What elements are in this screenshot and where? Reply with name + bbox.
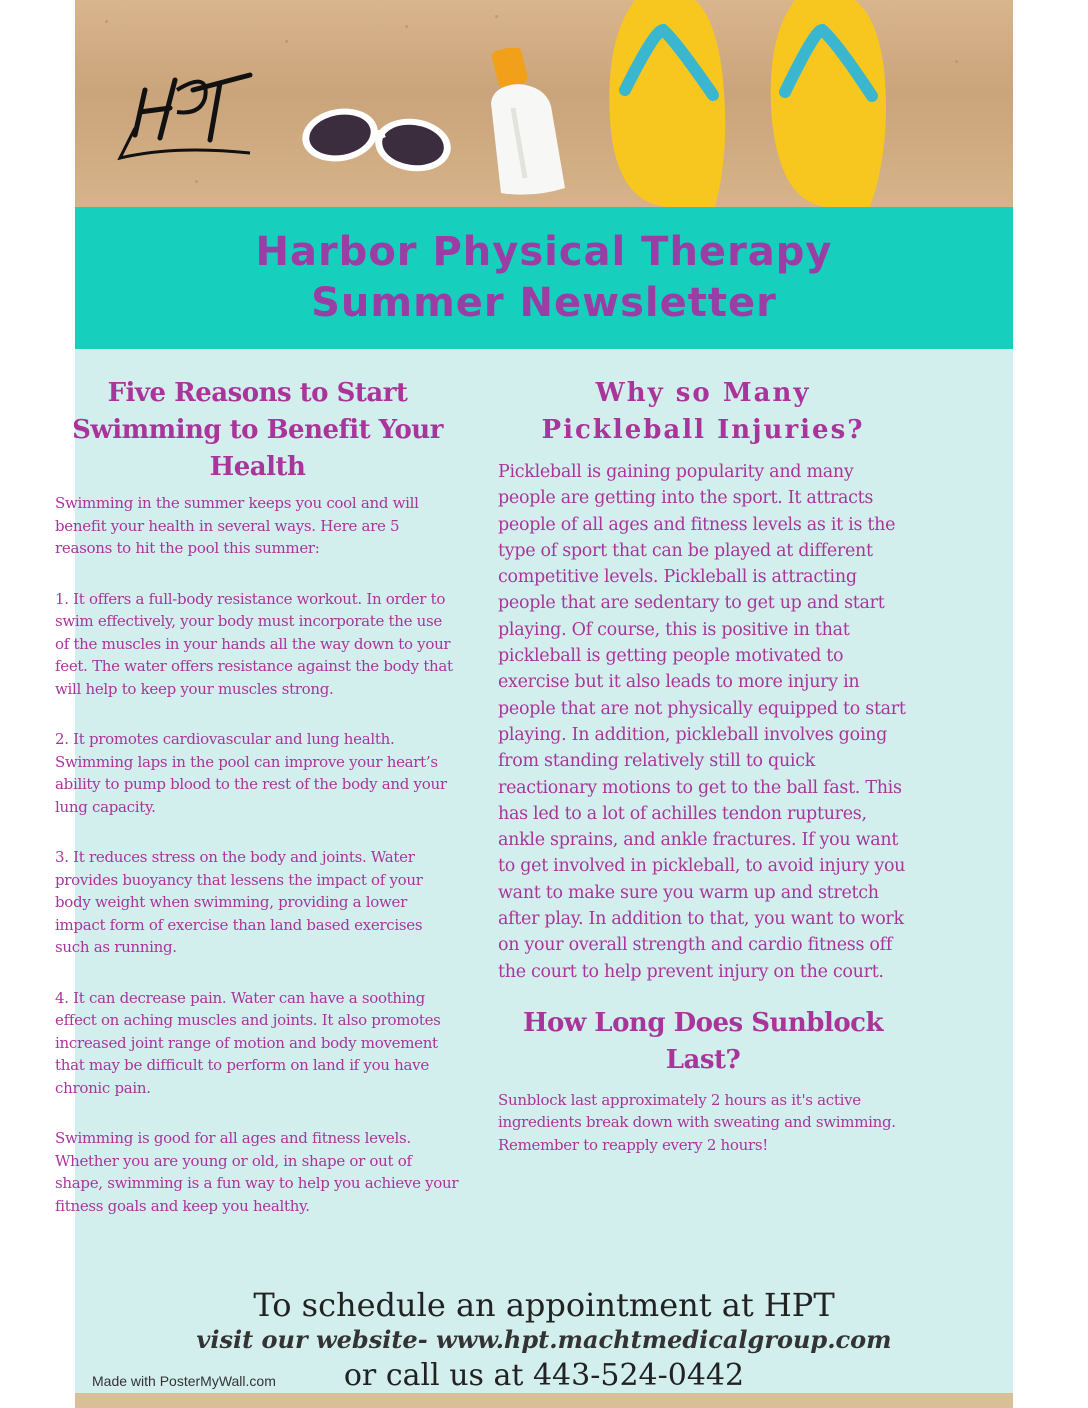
swimming-intro: Swimming in the summer keeps you cool and will benefit your health in several ways. Here are 5 reasons to hit the pool this summer:	[55, 494, 419, 557]
newsletter-title-line2: Summer Newsletter	[311, 280, 777, 326]
hpt-logo	[115, 50, 255, 165]
swimming-reason-2: 2. It promotes cardiovascular and lung health. Swimming laps in the pool can improve your heart’s ability to pump blood to the rest of the body and your lung capacity.	[55, 730, 447, 816]
cta-phone[interactable]: or call us at 443-524-0442	[343, 1358, 745, 1393]
flip-flop-left-image	[595, 0, 735, 207]
swimming-reason-3: 3. It reduces stress on the body and joints. Water provides buoyancy that lessens the impact of your body weight when swimming, providing a lower impact form of exercise than land based exercises such as running.	[55, 848, 423, 956]
sunscreen-bottle-image	[473, 48, 573, 198]
sand-speck	[195, 180, 198, 183]
sand-speck	[105, 20, 108, 23]
sunblock-heading: How Long Does Sunblock Last?	[522, 1007, 884, 1075]
sand-speck	[285, 40, 288, 43]
title-banner	[75, 207, 1013, 349]
sunglasses-image	[295, 90, 455, 180]
pickleball-article	[498, 375, 908, 1156]
sand-speck	[495, 15, 498, 18]
sunblock-body: Sunblock last approximately 2 hours as it's active ingredients break down with sweating and swimming. Remember to reapply every 2 hours!	[498, 1090, 896, 1154]
flip-flop-right-image	[760, 0, 895, 207]
bottom-sand-strip	[75, 1393, 1013, 1408]
beach-hero-image	[75, 0, 1013, 207]
postermywall-watermark: Made with PosterMyWall.com	[92, 1373, 276, 1389]
swimming-reason-1: 1. It offers a full-body resistance workout. In order to swim effectively, your body must incorporate the use of the muscles in your hands all the way down to your feet. The water offers resistance against the body that will help to keep your muscles strong.	[55, 589, 453, 698]
swimming-closing: Swimming is good for all ages and fitness levels. Whether you are young or old, in shape or out of shape, swimming is a fun way to help you achieve your fitness goals and keep you healthy.	[55, 1129, 459, 1215]
swimming-article	[55, 375, 460, 1217]
swimming-article-heading: Five Reasons to Start Swimming to Benefit Your Health	[72, 378, 443, 482]
sand-speck	[955, 60, 958, 63]
pickleball-heading-line1: Why so Many	[595, 378, 811, 408]
cta-schedule: To schedule an appointment at HPT	[253, 1286, 835, 1324]
newsletter-title-line1: Harbor Physical Therapy	[255, 229, 833, 275]
pickleball-heading-line2: Pickleball Injuries?	[541, 415, 865, 445]
cta-website[interactable]: visit our website- www.hpt.machtmedicalgroup.com	[196, 1325, 892, 1354]
swimming-reason-4: 4. It can decrease pain. Water can have a soothing effect on aching muscles and joints. It also promotes increased joint range of motion and body movement that may be difficult to perform on land if you have chronic pain.	[55, 988, 441, 1097]
pickleball-body: Pickleball is gaining popularity and many people are getting into the sport. It attracts people of all ages and fitness levels as it is the type of sport that can be played at different competitive levels. Pickleball is attracting people that are sedentary to get up and start playing. Of course, this is positive in that pickleball is getting people motivated to exercise but it also leads to more injury in people that are not physically equipped to start playing. In addition, pickleball involves going from standing relatively still to quick reactionary motions to get to the ball fast. This has led to a lot of achilles tendon ruptures, ankle sprains, and ankle fractures. If you want to get involved in pickleball, to avoid injury you want to make sure you warm up and stretch after play. In addition to that, you want to work on your overall strength and cardio fitness off the court to help prevent injury on the court.	[498, 462, 906, 982]
sand-speck	[405, 25, 408, 28]
